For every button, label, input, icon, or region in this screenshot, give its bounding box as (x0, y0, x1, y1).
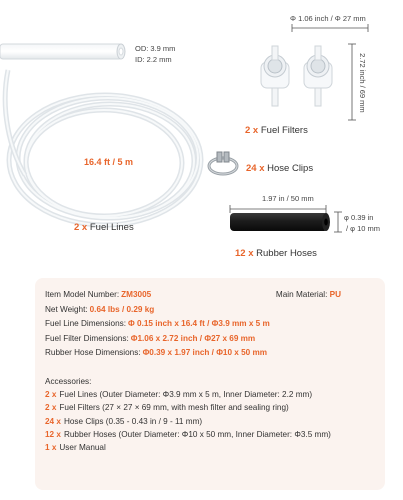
model-value: ZM3005 (121, 290, 152, 300)
accessory-qty: 24 x (45, 416, 61, 426)
fuel-filters-image (240, 40, 350, 120)
accessory-item (45, 402, 375, 415)
accessory-text: Hose Clips (0.35 - 0.43 in / 9 - 11 mm) (63, 416, 203, 426)
accessory-text: User Manual (59, 442, 106, 452)
spec-row-fuel-filter (45, 332, 375, 347)
accessories-list (45, 389, 375, 455)
spec-row-fuel-line (45, 317, 375, 332)
weight-label: Net Weight: (45, 304, 88, 314)
spec-row-weight (45, 303, 375, 318)
fuel-line-dim-value: Φ 0.15 inch x 16.4 ft / Φ3.9 mm x 5 m (128, 319, 270, 329)
rubber-hose-dim-label: Rubber Hose Dimensions: (45, 348, 141, 358)
fuel-filter-dim-value: Φ1.06 x 2.72 inch / Φ27 x 69 mm (130, 333, 256, 343)
filter-diameter-label: Φ 1.06 inch / Φ 27 mm (290, 14, 366, 23)
hose-clip-image (205, 148, 241, 178)
model-label: Item Model Number: (45, 290, 120, 300)
fuel-filters-label: 2 x Fuel Filters (245, 125, 308, 136)
fuel-filter-dim-label: Fuel Filter Dimensions: (45, 333, 129, 343)
material-label: Main Material: (275, 290, 328, 300)
accessory-item (45, 415, 375, 428)
accessory-text: Rubber Hoses (Outer Diameter: Φ10 x 50 mm, Inner Diameter: Φ3.5 mm) (63, 429, 331, 439)
spec-row-rubber-hose (45, 346, 375, 361)
filter-diameter-dimension-line (290, 24, 370, 32)
accessories-title: Accessories: (45, 376, 92, 386)
weight-value: 0.64 lbs / 0.29 kg (89, 304, 155, 314)
accessory-qty: 2 x (45, 403, 57, 413)
rubber-hose-dim-value: Φ0.39 x 1.97 inch / Φ10 x 50 mm (142, 348, 268, 358)
rubber-hose-image (226, 210, 332, 234)
accessory-item (45, 428, 375, 441)
accessory-qty: 1 x (45, 442, 57, 452)
hose-clips-label: 24 x Hose Clips (246, 163, 314, 174)
hose-diameter-label-1: φ 0.39 in (344, 213, 374, 222)
material-field (276, 291, 341, 299)
hose-diameter-dimension-line (334, 210, 342, 234)
accessory-item (45, 389, 375, 402)
accessory-text: Fuel Filters (27 × 27 × 69 mm, with mesh filter and sealing ring) (59, 403, 289, 413)
accessory-qty: 2 x (45, 390, 57, 400)
fuel-line-dim-label: Fuel Line Dimensions: (45, 319, 127, 329)
accessory-qty: 12 x (45, 429, 61, 439)
specifications-panel (35, 278, 385, 490)
tube-id-label: ID: 2.2 mm (135, 55, 172, 64)
accessory-item (45, 441, 375, 454)
coil-length-label: 16.4 ft / 5 m (84, 157, 134, 167)
spec-row-model (45, 288, 375, 303)
fuel-lines-label: 2 x Fuel Lines (74, 222, 134, 233)
filter-length-dimension-line (348, 42, 356, 122)
fuel-line-coil-image (0, 0, 240, 245)
material-value: PU (329, 290, 341, 300)
rubber-hoses-label: 12 x Rubber Hoses (235, 248, 317, 259)
accessory-text: Fuel Lines (Outer Diameter: Φ3.9 mm x 5 m, Inner Diameter: 2.2 mm) (59, 390, 313, 400)
tube-od-label: OD: 3.9 mm (135, 44, 176, 53)
filter-length-label: 2.72 inch / 69 mm (357, 53, 367, 113)
hose-length-label: 1.97 in / 50 mm (262, 194, 314, 203)
hose-diameter-label-2: / φ 10 mm (346, 224, 381, 233)
